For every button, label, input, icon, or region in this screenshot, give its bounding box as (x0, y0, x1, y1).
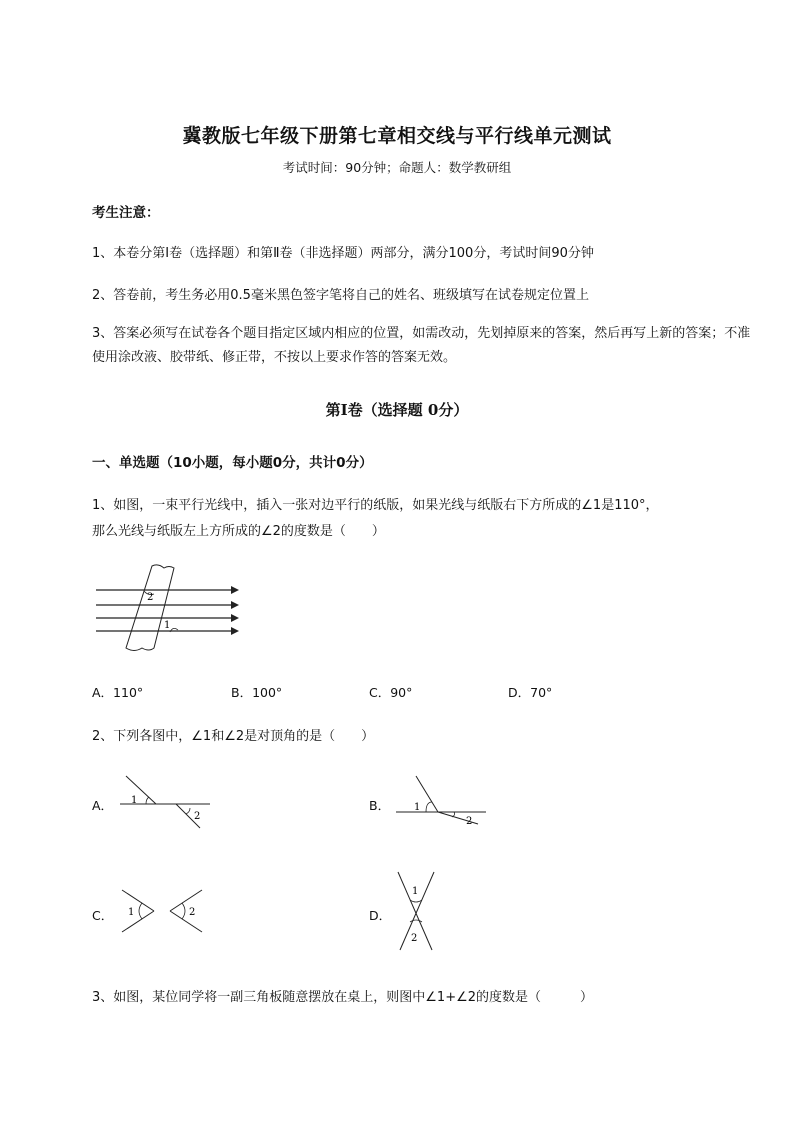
fig-d-label-2: 2 (411, 933, 418, 944)
angle-label-1: 1 (164, 620, 171, 631)
section-title: 一、单选题（10小题，每小题0分，共计0分） (92, 455, 373, 471)
notice-item-3: 3、答案必须写在试卷各个题目指定区域内相应的位置，如需改动，先划掉原来的答案，然后再写上新的答案；不准使用涂改液、胶带纸、修正带，不按以上要求作答的答案无效。 (92, 326, 751, 365)
fig-a-label-1: 1 (131, 795, 138, 806)
fig-b-label-1: 1 (414, 802, 421, 813)
question-2-option-c[interactable]: C． (92, 908, 114, 923)
question-1-figure (94, 560, 244, 660)
question-2-figure-c (118, 886, 213, 936)
fig-c-label-1: 1 (128, 907, 135, 918)
question-2-option-d[interactable]: D． (369, 908, 392, 923)
fig-b-label-2: 2 (466, 816, 473, 827)
question-1-stem-line1: 1、如图，一束平行光线中，插入一张对边平行的纸版，如果光线与纸版右下方所成的∠1是110°， (92, 498, 659, 513)
question-2-figure-a (118, 772, 213, 832)
notice-item-1: 1、本卷分第I卷（选择题）和第Ⅱ卷（非选择题）两部分，满分100分，考试时间90分钟 (92, 246, 594, 261)
angle-label-2: 2 (147, 592, 154, 603)
exam-info: 考试时间：90分钟；命题人：数学教研组 (282, 160, 512, 175)
question-2-option-a[interactable]: A． (92, 798, 114, 813)
question-1-option-a[interactable]: A．110° (92, 685, 144, 700)
paper-strip-shape (126, 565, 174, 651)
notice-heading: 考生注意： (92, 205, 160, 221)
arrow-heads (231, 586, 239, 635)
document-title: 冀教版七年级下册第七章相交线与平行线单元测试 (182, 125, 612, 147)
fig-d-label-1: 1 (412, 886, 419, 897)
question-2-stem: 2、下列各图中，∠1和∠2是对顶角的是（ ） (92, 729, 375, 744)
question-2-option-b[interactable]: B． (369, 798, 391, 813)
question-1-stem-line2: 那么光线与纸版左上方所成的∠2的度数是（ ） (92, 524, 385, 539)
question-3-stem: 3、如图，某位同学将一副三角板随意摆放在桌上，则图中∠1+∠2的度数是（ ） (92, 990, 594, 1005)
part-title: 第I卷（选择题 0分） (325, 401, 469, 419)
question-2-figure-b (394, 772, 489, 832)
fig-c-label-2: 2 (189, 907, 196, 918)
question-1-option-c[interactable]: C．90° (369, 685, 413, 700)
fig-a-label-2: 2 (194, 811, 201, 822)
question-1-option-b[interactable]: B．100° (231, 685, 283, 700)
notice-item-2: 2、答卷前，考生务必用0.5毫米黑色签字笔将自己的姓名、班级填写在试卷规定位置上 (92, 288, 589, 303)
question-2-figure-d (392, 870, 442, 954)
question-1-option-d[interactable]: D．70° (508, 685, 553, 700)
